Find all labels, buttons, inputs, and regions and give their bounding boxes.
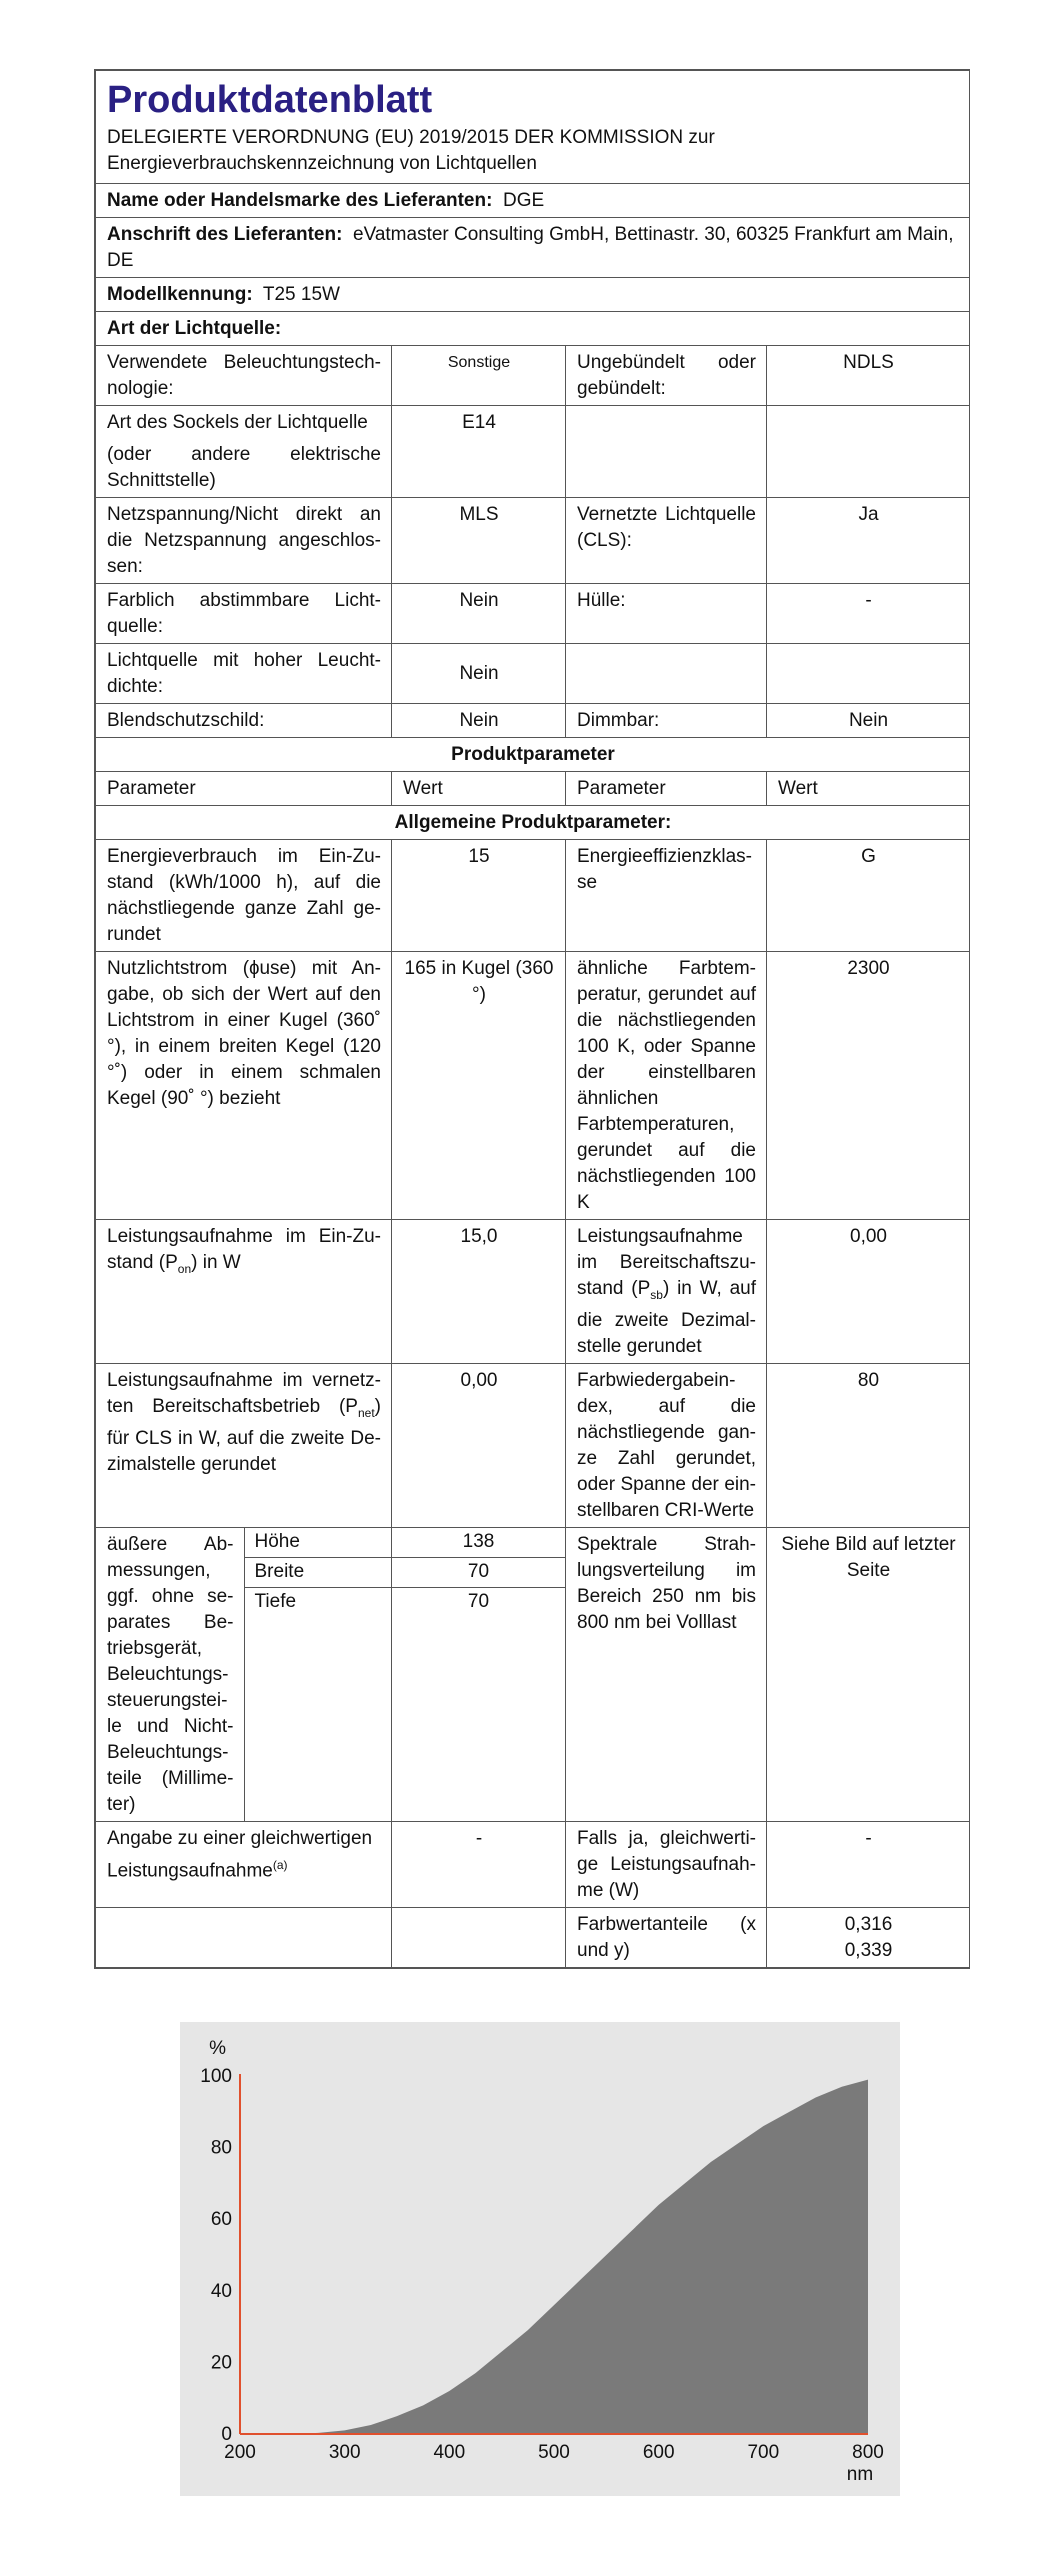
y-tick-label: 80 [210, 2137, 232, 2159]
energy-value: 15 [392, 840, 566, 952]
cct-value: 2300 [767, 952, 970, 1220]
column-header-row [96, 772, 970, 806]
tunable-row [96, 584, 970, 644]
socket-value: E14 [392, 406, 566, 498]
dimensions-values [392, 1527, 566, 1821]
dimmable-label: Dimmbar: [566, 704, 767, 738]
energy-class-label: Energieeffizienzklasse [566, 840, 767, 952]
equivalent-power-label: Angabe zu einer gleichwertigen Leistungsaufnahme$^{(a)}$ [96, 1821, 392, 1907]
dimensions-cell [96, 1527, 392, 1821]
dimensions-label: äußere Abmessungen, ggf. ohne separates Betriebsgerät, Beleuchtungssteuerungsteile und Nicht-Beleuchtungsteile (Millimeter) [96, 1528, 244, 1821]
x-tick-label: 500 [538, 2442, 570, 2463]
x-tick-label: 400 [433, 2442, 466, 2463]
empty-cell [767, 406, 970, 498]
supplier-name-value: DGE [502, 190, 545, 211]
col-header-parameter: Parameter [96, 772, 392, 806]
spectral-distribution-value: Siehe Bild auf letzter Seite [767, 1527, 970, 1821]
model-label: Modellkennung: [107, 284, 253, 305]
flux-row [96, 952, 970, 1220]
supplier-name-row [96, 184, 970, 218]
height-label: Höhe [245, 1528, 392, 1558]
x-axis-label: nm [846, 2464, 874, 2485]
x-tick-label: 600 [642, 2442, 675, 2463]
header-row [96, 71, 970, 184]
glare-row [96, 704, 970, 738]
depth-label: Tiefe [254, 1590, 297, 1612]
power-on-label: Leistungsaufnahme im Ein-Zustand $(P_{on})$ in W [96, 1220, 392, 1364]
power-on-value: 15,0 [392, 1220, 566, 1364]
flux-label: Nutzlichtstrom (ɸuse) mit Angabe, ob sich der Wert auf den Lichtstrom in einer Kugel (360˚ °), in einem breiten Kegel (120 °˚) oder in einem schmalen Kegel (90˚ °) bezieht [96, 952, 392, 1220]
y-tick-label: 40 [210, 2280, 232, 2302]
x-tick-label: 300 [328, 2442, 361, 2463]
width-value: 70 [392, 1558, 565, 1588]
empty-cell [767, 644, 970, 704]
envelope-label: Hülle: [566, 584, 767, 644]
energy-class-value: G [767, 840, 970, 952]
chromaticity-x: 0,316 [844, 1913, 893, 1935]
section-title-row [96, 738, 970, 772]
empty-cell [566, 406, 767, 498]
socket-label: Art des Sockels der Lichtquelle [107, 412, 368, 433]
spectral-chart-svg [180, 2022, 900, 2496]
y-tick-label: 60 [210, 2209, 232, 2231]
mains-label: Netzspannung/Nicht direkt an die Netzspannung angeschlossen: [96, 498, 392, 584]
col-header-value: Wert [392, 772, 566, 806]
dimensions-row [96, 1527, 970, 1821]
empty-cell [96, 1907, 392, 1967]
general-parameters-title: Allgemeine Produktparameter: [96, 806, 970, 840]
technology-value: Sonstige [392, 346, 566, 406]
y-tick-label: 0 [221, 2424, 232, 2445]
y-tick-label: 100 [200, 2066, 232, 2087]
general-params-row [96, 806, 970, 840]
x-tick-label: 200 [224, 2442, 256, 2463]
tunable-label: Farblich abstimmbare Lichtquelle: [96, 584, 392, 644]
y-tick-label: 20 [210, 2352, 232, 2374]
width-label: Breite [245, 1558, 392, 1588]
dimmable-value: Nein [767, 704, 970, 738]
regulation-subtitle: DELEGIERTE VERORDNUNG (EU) 2019/2015 DER KOMMISSION zur Energieverbrauchskennzeichnung von Lichtquellen [107, 127, 715, 174]
lightsource-type-row [96, 312, 970, 346]
x-tick-label: 800 [852, 2442, 884, 2463]
standby-power-value: 0,00 [767, 1220, 970, 1364]
technology-label: Verwendete Beleuchtungstechnologie: [96, 346, 392, 406]
col-header-value: Wert [767, 772, 970, 806]
page-title: Produktdatenblatt [107, 79, 433, 121]
cri-value: 80 [767, 1363, 970, 1527]
chromaticity-value [767, 1907, 970, 1967]
cri-label: Farbwiedergabeindex, auf die nächstliegende ganze Zahl gerundet, oder Spanne der einstellbaren CRI-Werte [566, 1363, 767, 1527]
product-datasheet [94, 69, 970, 1969]
spectral-chart [180, 2022, 900, 2496]
technology-row [96, 346, 970, 406]
height-value: 138 [392, 1528, 565, 1558]
spectral-area [292, 2080, 868, 2434]
spectral-distribution-label: Spektrale Strahlungsverteilung im Bereich 250 nm bis 800 nm bei Volllast [566, 1527, 767, 1821]
connected-label: Vernetzte Lichtquelle (CLS): [566, 498, 767, 584]
luminance-value: Nein [392, 644, 566, 704]
supplier-address-label: Anschrift des Lieferanten: [107, 224, 343, 245]
chromaticity-label: Farbwertanteile (x und y) [566, 1907, 767, 1967]
model-row [96, 278, 970, 312]
equivalent-power-value: - [392, 1821, 566, 1907]
luminance-label: Lichtquelle mit hoher Leuchtdichte: [96, 644, 392, 704]
network-standby-value: 0,00 [392, 1363, 566, 1527]
mains-value: MLS [392, 498, 566, 584]
empty-cell [392, 1907, 566, 1967]
supplier-address-row [96, 218, 970, 278]
glare-value: Nein [392, 704, 566, 738]
standby-power-label: Leistungsaufnahme im Bereitschaftszustand $(P_{sb})$ in W, auf die zweite Dezimalstelle gerundet [566, 1220, 767, 1364]
mains-row [96, 498, 970, 584]
cct-label: ähnliche Farbtemperatur, gerundet auf die nächstliegenden 100 K, oder Spanne der einstellbaren ähnlichen Farbtemperaturen, gerundet auf die nächstliegenden 100 K [566, 952, 767, 1220]
network-standby-row [96, 1363, 970, 1527]
supplier-name-label: Name oder Handelsmarke des Lieferanten: [107, 190, 493, 211]
equivalent-power-w-label: Falls ja, gleichwertige Leistungsaufnahme (W) [566, 1821, 767, 1907]
network-standby-label: Leistungsaufnahme im vernetzten Bereitschaftsbetrieb $(P_{net})$ für CLS in W, auf die zweite Dezimalstelle gerundet [96, 1363, 392, 1527]
envelope-value: - [767, 584, 970, 644]
equivalent-power-row [96, 1821, 970, 1907]
equivalent-power-w-value: - [767, 1821, 970, 1907]
model-value: T25 15W [262, 284, 340, 305]
supplier-address-value: eVatmaster Consulting GmbH, Bettinastr. 30, 60325 Frankfurt am Main, DE [107, 224, 954, 271]
y-axis-label: % [209, 2038, 226, 2059]
energy-row [96, 840, 970, 952]
product-parameters-title: Produktparameter [96, 738, 970, 772]
socket-label-note: (oder andere elektrische Schnittstelle) [107, 444, 381, 491]
energy-label: Energieverbrauch im Ein-Zustand (kWh/1000 h), auf die nächstliegende ganze Zahl gerundet [96, 840, 392, 952]
chromaticity-row [96, 1907, 970, 1967]
chromaticity-y: 0,339 [844, 1939, 893, 1961]
bundled-label: Ungebündelt oder gebündelt: [566, 346, 767, 406]
power-on-row [96, 1220, 970, 1364]
empty-cell [566, 644, 767, 704]
connected-value: Ja [767, 498, 970, 584]
socket-row [96, 406, 970, 498]
luminance-row [96, 644, 970, 704]
glare-label: Blendschutzschild: [96, 704, 392, 738]
bundled-value: NDLS [767, 346, 970, 406]
tunable-value: Nein [392, 584, 566, 644]
x-tick-label: 700 [747, 2442, 780, 2463]
flux-value: 165 in Kugel (360 °) [392, 952, 566, 1220]
col-header-parameter: Parameter [566, 772, 767, 806]
depth-value: 70 [467, 1590, 490, 1612]
lightsource-type-label: Art der Lichtquelle: [107, 318, 282, 339]
